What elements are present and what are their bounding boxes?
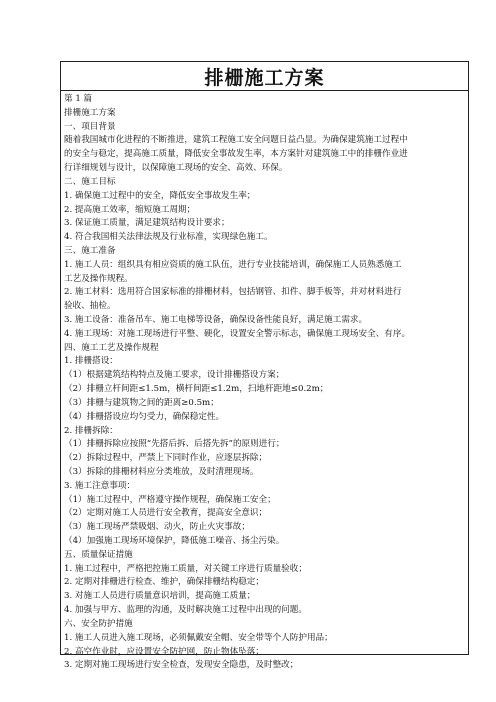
text-line: 三、施工准备 (64, 245, 116, 256)
text-line: 二、施工目标 (64, 176, 116, 187)
text-line: 六、安全防护措施 (64, 618, 133, 629)
text-line: 排栅施工方案 (64, 107, 116, 118)
text-line: 五、质量保证措施 (64, 549, 133, 560)
text-line: 1. 施工人员进入施工现场，必须佩戴安全帽、安全带等个人防护用品； (64, 632, 333, 643)
text-line: 第 1 篇 (64, 94, 93, 104)
text-line: 1. 施工人员：组织具有相应资质的施工队伍，进行专业技能培训，确保施工人员熟悉施工 (64, 259, 402, 270)
text-line: 一、项目背景 (64, 121, 116, 132)
text-line: 3. 对施工人员进行质量意识培训，提高施工质量； (64, 591, 256, 602)
text-line: （1）排栅拆除应按照“先搭后拆、后搭先拆”的原则进行； (64, 439, 285, 450)
text-line: 四、施工工艺及操作规程 (64, 342, 159, 353)
text-line: （1）根据建筑结构特点及施工要求，设计排栅搭设方案； (64, 370, 285, 381)
text-line: 2. 高空作业时，应设置安全防护网，防止物体坠落； (64, 646, 264, 657)
text-line: 1. 排栅搭设： (64, 356, 118, 367)
text-line: 随着我国城市化进程的不断推进，建筑工程施工安全问题日益凸显。为确保建筑施工过程中 (64, 135, 408, 146)
text-line: （1）施工过程中，严格遵守操作规程，确保施工安全； (64, 494, 276, 505)
text-line: （2）排栅立杆间距≤1.5m，横杆间距≤1.2m，扫地杆距地≤0.2m； (64, 384, 329, 395)
text-line: 验收、抽检。 (64, 301, 116, 312)
text-line: 1. 确保施工过程中的安全，降低安全事故发生率； (64, 190, 256, 201)
text-line: 2. 施工材料：选用符合国家标准的排栅材料，包括钢管、扣件、脚手板等，并对材料进行 (64, 287, 402, 298)
text-line: 的安全与稳定，提高施工质量，降低安全事故发生率，本方案针对建筑施工中的排栅作业进 (64, 149, 408, 160)
text-line: 3. 保证施工质量，满足建筑结构设计要求； (64, 218, 230, 229)
text-line: （3）拆除的排栅材料应分类堆放，及时清理现场。 (64, 466, 259, 477)
text-line: （4）排栅搭设应均匀受力，确保稳定性。 (64, 411, 225, 422)
text-line: 4. 加强与甲方、监理的沟通，及时解决施工过程中出现的问题。 (64, 605, 307, 616)
document-frame (60, 61, 469, 671)
text-line: 4. 符合我国相关法律法规及行业标准，实现绿色施工。 (64, 232, 273, 243)
text-line: （4）加强施工现场环境保护，降低施工噪音、扬尘污染。 (64, 536, 285, 546)
text-line: 工艺及操作规程。 (64, 273, 133, 284)
title-row (61, 62, 468, 91)
text-line: 2. 定期对排栅进行检查、维护，确保排栅结构稳定； (64, 577, 264, 588)
text-line: 2. 排栅拆除： (64, 425, 118, 436)
text-line: 1. 施工过程中，严格把控施工质量，对关键工序进行质量验收； (64, 563, 307, 574)
text-line: （3）施工现场严禁吸烟、动火，防止火灾事故； (64, 522, 250, 533)
text-line: （2）拆除过程中，严禁上下同时作业，应逐层拆除； (64, 453, 268, 464)
text-line: 4. 施工现场：对施工现场进行平整、硬化，设置安全警示标志，确保施工现场安全、有序。 (64, 328, 411, 339)
text-line: 3. 施工设备：准备吊车、施工电梯等设备，确保设备性能良好，满足施工需求。 (64, 315, 368, 325)
text-line: （2）定期对施工人员进行安全教育，提高安全意识； (64, 508, 268, 519)
text-line: 3. 定期对施工现场进行安全检查，发现安全隐患，及时整改； (64, 660, 299, 671)
document-body (61, 91, 468, 673)
text-line: 行详细规划与设计，以保障施工现场的安全、高效、环保。 (64, 163, 288, 174)
document-title: 排栅施工方案 (204, 66, 325, 89)
text-line: （3）排栅与建筑物之间的距离≥0.5m； (64, 397, 219, 408)
text-line: 2. 提高施工效率，缩短施工周期； (64, 204, 196, 215)
text-line: 3. 施工注意事项： (64, 480, 136, 491)
